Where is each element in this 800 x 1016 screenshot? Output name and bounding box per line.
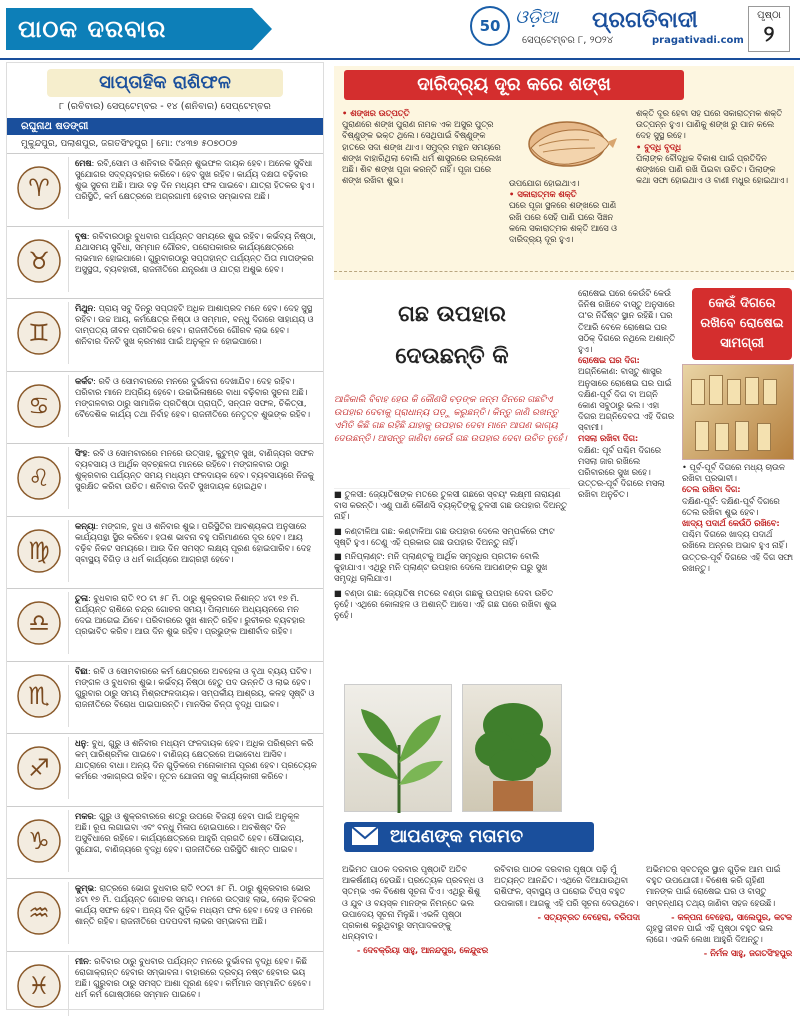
tulsi-plant-icon <box>463 685 563 813</box>
kitchen-col-1 <box>578 288 678 501</box>
sign-text: ମକର: ଗୁରୁ ଓ ଶୁକ୍ରବାରରେ ଶତ୍ରୁ ଉପରେ ବିଜୟୀ ହେବା ପାଇଁ ଅନୁକୂଳ ଅଛି। ରୂପ ଲଗାଇବା ଏବଂ ବନ୍ଧୁ ମିଳାପ ହୋଇପାରେ। ଅବଶିଷ୍ଟ ଦିନ ଅସୁବିଧାରେ ରହିବେ। କାର୍ଯ୍ୟକ୍ଷେତ୍ରରେ ଆହୁରି ପ୍ରଗତି ହେବ। ସୌଭାଗ୍ୟ, ସୁଯୋଗ, ବାଣିଜ୍ୟରେ ବୃଦ୍ଧି ହେବ। ରାଜନୀତିରେ ପରିସ୍ଥିତି ଶାନ୍ତ ପାଇବ। <box>75 810 304 854</box>
jar-icon <box>709 375 723 405</box>
kitchen-col2-text3: ପଶ୍ଚିମ ଦିଗରେ ଖାଦ୍ୟ ପଦାର୍ଥ ରଖିଲେ ଅନ୍ନର ଅଭାବ ହୁଏ ନାହିଁ। ଉତ୍ତର-ପୂର୍ବ ଦିଗରେ ଏହି ଦିଗ ସଫା ରଖନ୍ତୁ। <box>682 529 793 573</box>
aquarius-icon <box>9 882 69 944</box>
sign-name: କର୍କଟ <box>75 375 94 386</box>
sign-name: ସିଂହ <box>75 448 88 459</box>
sign-text: ଧନୁ: ବୁଧ, ଗୁରୁ ଓ ଶନିବାର ମଧ୍ୟମ ଫଳଦାୟକ ହେବ। ଅଧିକ ପରିଶ୍ରମ କରି କମ୍ ପାରିଶ୍ରମିକ ପାଇବେ। ବାଣିଜ୍ୟ କ୍ଷେତ୍ରରେ ଅଭାବୋଧ ଆସିବ। ଯାତ୍ରାରେ ବାଧା। ଅନ୍ୟ ଦିନ ଗୁଡ଼ିକରେ ମନୋକାମନା ପୂରଣ ହେବ। ପ୍ରତ୍ୟେକ କର୍ମରେ ଏକାଗ୍ରତା ରହିବ। ନୂତନ ଯୋଜନା ସବୁ କାର୍ଯ୍ୟକାରୀ କରିବେ। <box>75 738 317 782</box>
kitchen-col1-text2: ଦକ୍ଷିଣ: ପୂର୍ବ ପଶ୍ଚିମ ଦିଗରେ ମସଲା ଜାର ରଖିଲେ ପରିବାରରେ ସୁଖ ରହେ। ଉତ୍ତର-ପୂର୍ବ ଦିଗରେ ମସଲା ରଖିବା ଅନୁଚିତ। <box>578 444 665 500</box>
sign-row <box>7 662 323 735</box>
svg-text:♌: ♌ <box>27 464 50 493</box>
sign-name: ଧନୁ <box>75 738 87 749</box>
opinion-col2-text: ରବିବାର ପାଠକ ଦରବାର ପୃଷ୍ଠା ପଢ଼ି ମୁଁ ଅତ୍ୟନ୍ତ ଆନନ୍ଦିତ। ଏଥିରେ ଦିଆଯାଉଥିବା ରାଶିଫଳ, ସ୍ବାସ୍ଥ୍ୟ ଓ ଘରୋଇ ଟିପ୍ସ ବହୁତ ଉପକାରୀ। ଆଗକୁ ଏହି ପରି ସୂଚନା ଦେଉଥିବେ। <box>494 864 639 908</box>
jar-icon <box>735 421 749 451</box>
sign-name: ତୁଳା <box>75 593 88 604</box>
libra-icon <box>9 592 69 654</box>
sign-name: ମିଥୁନ <box>75 303 94 314</box>
svg-text:♑: ♑ <box>27 826 50 855</box>
paper-name-odia: ଓଡ଼ିଆ <box>515 7 559 28</box>
opinion-col3-text2: ଗୃହସ୍ଥ ଜୀବନ ପାଇଁ ଏହି ପୃଷ୍ଠା ବହୁତ ଭଲ ଲାଗେ। ଏଭଳି ଲେଖା ଆହୁରି ଦିଅନ୍ତୁ। <box>646 922 773 945</box>
sign-text: କନ୍ୟା: ମଙ୍ଗଳ, ବୁଧ ଓ ଶନିବାର ଶୁଭ। ପରିସ୍ଥିତିର ଆବଶ୍ୟକତା ଅନୁସାରେ କାର୍ଯ୍ୟପନ୍ଥା ସ୍ଥିର କରିବେ। ହତାଶ ଭାବନା ବହୁ ପରିମାଣରେ ଦୂର ହେବ। ଆୟ ବଢ଼ିବ ନିକଟ ସମୟରେ। ଆଉ ଦିନ ସମସ୍ତ ଲକ୍ଷ୍ୟ ପୂରଣ ହୋଇପାରିବ। ଦେହ ସ୍ବାସ୍ଥ୍ୟ ବିଗିଡ଼ ଓ ଧର୍ମ କାର୍ଯ୍ୟରେ ଆଗ୍ରହୀ ହେବେ। <box>75 520 312 564</box>
astrologer-address: ମୁକୁନ୍ଦପୁର, ପଲାଶପୁର, ଜଗତସିଂହପୁର | ମୋ: ୯୪୩୭ ୫୦୭୦୦୭ <box>7 135 323 154</box>
money-plant-icon <box>345 685 453 813</box>
sign-row <box>7 444 323 517</box>
shankha-col3-text: ଶକ୍ତି ଦୂର ହେବା ସହ ଘରେ ସକାରାତ୍ମକ ଶକ୍ତି ଉତ୍ପନ୍ନ ହୁଏ। ପାଣିକୁ ଶଙ୍ଖ ରୁ ପାନ କଲେ ଦେହ ସୁସ୍ଥ ରହେ। <box>636 108 783 141</box>
sign-prediction: ରବି ଓ ସୋମବାରରେ ମନରେ ଦୁର୍ଭାବନା ଦେଖାଯିବ। ଦେହ ରହିବ। ପରିବାର ମାନେ ଅପ୍ରିୟ ହେବେ। ଉଚ୍ଚାଭିଳାଷରେ ବାଧା ବଢ଼ିବାର ସୁଚନା ଅଛି। ମଙ୍ଗଳବାର ଠାରୁ ସାମାଜିକ ପ୍ରତିଷ୍ଠା ପ୍ରାପ୍ତି, ସନ୍ତାନ ସଫଳ, ଚିକିତ୍ସା, ବୈଦେଶିକ କାର୍ଯ୍ୟ ତଥା ନିର୍ବାହ ହେବ। ରାଜନୀତିରେ ନେତୃତ୍ବ ଶୁଭଙ୍କ ରହିବ। <box>75 375 310 419</box>
horoscope-title: ସାପ୍ତାହିକ ରାଶିଫଳ <box>47 69 283 97</box>
sign-prediction: ରବି,ସୋମ ଓ ଶନିବାର ବିଭିନ୍ନ ଶୁଭଫଳ ଦାୟକ ହେବ। ଅନେକ ସୁବିଧା ସୁଯୋଗର ସଦ୍ବ୍ୟବହାର କରିବେ। ହେବ ସୁଖ ରହିବ। କାର୍ଯ୍ୟ ଦକ୍ଷତା ବଢ଼ିବାର ଶୁଭ ସୁଚନା ଅଛି। ଆଉ ବଢ଼ ଦିନ ମଧ୍ୟମ ଫଳ ପାଇବେ। ଯାତ୍ରା ହିତକର ହୁଏ। ପରିସ୍ଥିତି, କର୍ମ କ୍ଷେତ୍ରରେ ଅଗ୍ରଗାମୀ ହେବାର ସମ୍ଭାବନା ଅଛି। <box>75 158 315 202</box>
sign-row <box>7 879 323 952</box>
kitchen-sub1: ରୋଷେଇ ଘର ଦିଗ: <box>578 355 640 366</box>
sign-prediction: ରବିବାରଠାରୁ ବୁଧବାର ପର୍ଯ୍ୟନ୍ତ ସମୟରେ ଶୁଭ ରହିବ। କର୍ଭବ୍ୟ ନିଷ୍ଠା, ଯଥାସମୟ ସୁବିଧା, ସମ୍ମାନ ଗୌରବ, ପରୋପକାରର କାର୍ଯ୍ୟକ୍ଷେତ୍ରରେ ଲାଭମାନ ହୋଇପାରେ। ଗୁରୁବାରଠାରୁ ସପ୍ତାହାନ୍ତ ପର୍ଯ୍ୟନ୍ତ ପିତା ମାତାଙ୍କର ଅସୁସ୍ଥତା, ବ୍ୟବହାରୀ, ରାଜନୀତିରେ ଯନ୍ତ୍ରଣା ଓ ଯାତ୍ରା ଅଶୁଭ ହେବ। <box>75 230 316 274</box>
jar-icon <box>727 379 741 405</box>
virgo-icon <box>9 520 69 582</box>
conch-shell-icon <box>509 108 619 178</box>
shankha-col1-sub: • ଶଙ୍ଖର ଉତ୍ପତ୍ତି <box>342 108 410 118</box>
kitchen-col2-text: • ପୂର୍ବ-ପୂର୍ବ ଦିଗରେ ମଧ୍ୟ ଚାଉଳ ରଖିବା ପ୍ରଭାବୀ। <box>682 462 785 484</box>
jar-icon <box>691 379 705 405</box>
jar-icon <box>763 379 777 405</box>
sign-text: ମୀନ: ରବିବାର ଠାରୁ ବୁଧବାର ପର୍ଯ୍ୟନ୍ତ ମନରେ ଦୁର୍ଭାବନା ବୃଦ୍ଧି ହେବ। କିଛି ରୋଗାକ୍ରାନ୍ତ ହେବାର ସମ୍ଭାବନା। ବାହାରରେ ଦ୍ରବ୍ୟ ନଷ୍ଟ ହେବାର ଭୟ ଅଛି। ଗୁରୁବାର ଠାରୁ ସମସ୍ତ ଆଶା ପୂରଣ ହେବ। କର୍ମିମାନ ସମ୍ମାନିତ ହେବେ। ଧର୍ମ କର୍ମ ଗୋଷ୍ଠୀରେ ସମ୍ମାନ ପାଇବେ। <box>75 955 311 999</box>
svg-text:♉: ♉ <box>27 246 50 275</box>
sign-name: କନ୍ୟା <box>75 520 96 531</box>
svg-text:♒: ♒ <box>27 899 50 928</box>
svg-text:♐: ♐ <box>27 754 50 783</box>
tulsi-plant-photo <box>462 684 562 812</box>
shankha-col2-sub: • ସକାରାତ୍ମକ ଶକ୍ତି <box>509 189 577 200</box>
sign-prediction: ରବି ଓ ସୋମବାରରେ ମନରେ ଉତ୍ସାହ, କୁଟୁମ୍ବ ସୁଖ, ବାଣିଜ୍ୟର ସଫଳ ବ୍ୟବସାୟ ଓ ଆର୍ଥିକ ସ୍ବଚ୍ଛଳତା ମାନରେ ରହିବେ। ମଙ୍ଗଳବାର ଠାରୁ ଶୁକ୍ରବାର ପର୍ଯ୍ୟନ୍ତ ସମୟ ମଧ୍ୟମ ଫଳଦାୟକ ହେବ। ବ୍ୟବସାୟରେ ନିଜକୁ ସୁରକ୍ଷିତ କରିବା ଉଚିତ। ଶନିବାର ଦିନଟି ସୁଖଦାୟକ ହୋଇଥିବ। <box>75 448 314 492</box>
sign-text: ତୁଳା: ବୁଧବାର ରାତି ୧୦ ଟା ୫୮ ମି. ଠାରୁ ଶୁକ୍ରବାର ନିଶାନ୍ତ ୪ଟା ୧୭ ମି. ପର୍ଯ୍ୟନ୍ତ ରାଶିରେ ଚନ୍ଦ୍ର ଗୋଚର ସମୟ। ପିଲାମାନେ ଅଧ୍ୟୟନରେ ମନ ଦେଇ ଆଗେଇ ଯିବେ। ପରିବାରରେ ସୁଖ ଶାନ୍ତି ରହିବ। ରୁଚୀକର ବ୍ୟବହାର ପ୍ରଭାବିତ କରିବ। ଆଉ ଦିନ ଶୁଭ ରହିବ। ପ୍ରଭୁଙ୍କ ଆଶୀର୍ବାଦ ରହିବ। <box>75 593 305 637</box>
svg-text:♓: ♓ <box>27 971 50 1000</box>
sign-text: ମିଥୁନ: ପ୍ରାୟ ସବୁ ଦିନରୁ ସପ୍ତାହଟି ଅଧିକ ଆଶାପ୍ରଦ ମନେ ହେବ। ଦେହ ସୁସ୍ଥ ରହିବ। ଉଚ୍ଚ ଆୟ, କର୍ମକ୍ଷେତ୍ର ନିଷ୍ଠା ଓ ସମ୍ମାନ, ବନ୍ଧୁ ଦିଗରେ ସାହାଯ୍ୟ ଓ ଦାମ୍ପତ୍ୟ ଜୀବନ ପ୍ରୀତିକର ହେବ। ରାଜନୀତିରେ ଗୌରବ ଲାଭ ହେବ। ଶନିବାର ଦିନଟି ସୁଖ କ୍ରମଶଃ ପାଇଁ ଅନୁକୂଳ ନ ହୋଇପାରେ। <box>75 303 314 347</box>
sign-prediction: ରବି ଓ ସୋମବାରରେ କର୍ମ କ୍ଷେତ୍ରରେ ଅବହେଳା ଓ ବୃଥା ବ୍ୟୟ ଘଟିବ। ମଙ୍ଗଳ ଓ ବୁଧବାର ଶୁଭ। କର୍ଭବ୍ୟ ନିଷ୍ଠା ହେତୁ ପଦ ଉନ୍ନତି ଓ ଲାଭ ହେବ। ଗୁରୁବାର ଠାରୁ ସମୟ ମିଶ୍ରଫଳଦାୟକ। ସମ୍ପର୍କୀୟ ଆଶ୍ରୟ, କଳହ ସୃଷ୍ଟି ଓ ରାଜନୀତିରେ ବିରୋଧ ପାଇପାରନ୍ତି। ମାନସିକ ଚିନ୍ତା ବୃଦ୍ଧି ପାଇବ। <box>75 665 315 709</box>
section-title: ପାଠକ ଦରବାର <box>6 8 252 50</box>
sign-row <box>7 227 323 300</box>
mail-icon <box>350 824 380 848</box>
pisces-icon <box>9 955 69 1016</box>
svg-text:♊: ♊ <box>27 319 50 348</box>
sign-text: ସିଂହ: ରବି ଓ ସୋମବାରରେ ମନରେ ଉତ୍ସାହ, କୁଟୁମ୍ବ ସୁଖ, ବାଣିଜ୍ୟର ସଫଳ ବ୍ୟବସାୟ ଓ ଆର୍ଥିକ ସ୍ବଚ୍ଛଳତା ମାନରେ ରହିବେ। ମଙ୍ଗଳବାର ଠାରୁ ଶୁକ୍ରବାର ପର୍ଯ୍ୟନ୍ତ ସମୟ ମଧ୍ୟମ ଫଳଦାୟକ ହେବ। ବ୍ୟବସାୟରେ ନିଜକୁ ସୁରକ୍ଷିତ କରିବା ଉଚିତ। ଶନିବାର ଦିନଟି ସୁଖଦାୟକ ହୋଇଥିବ। <box>75 448 314 492</box>
opinion-col-3 <box>646 864 792 960</box>
gemini-icon <box>9 302 69 364</box>
shankha-col2-text2: ଘରେ ପୂଜା ସ୍ଥଳରେ ଶଙ୍ଖରେ ପାଣି ରଖି ପରେ ସେହି ପାଣି ଘରେ ସିଞ୍ଚନ କଲେ ସକାରାତ୍ମକ ଶକ୍ତି ଆସେ ଓ ଦାରିଦ୍ର୍ୟ ଦୂର ହୁଏ। <box>509 200 617 244</box>
sign-name: ମୀନ <box>75 955 89 966</box>
leo-icon <box>9 447 69 509</box>
sign-row <box>7 154 323 227</box>
cancer-icon <box>9 375 69 437</box>
sign-prediction: ମଙ୍ଗଳ, ବୁଧ ଓ ଶନିବାର ଶୁଭ। ପରିସ୍ଥିତିର ଆବଶ୍ୟକତା ଅନୁସାରେ କାର୍ଯ୍ୟପନ୍ଥା ସ୍ଥିର କରିବେ। ହତାଶ ଭାବନା ବହୁ ପରିମାଣରେ ଦୂର ହେବ। ଆୟ ବଢ଼ିବ ନିକଟ ସମୟରେ। ଆଉ ଦିନ ସମସ୍ତ ଲକ୍ଷ୍ୟ ପୂରଣ ହୋଇପାରିବ। ଦେହ ସ୍ବାସ୍ଥ୍ୟ ବିଗିଡ଼ ଓ ଧର୍ମ କାର୍ଯ୍ୟରେ ଆଗ୍ରହୀ ହେବେ। <box>75 520 312 564</box>
taurus-icon <box>9 230 69 292</box>
issue-date: ସେପ୍ଟେମ୍ବର ୮, ୨୦୨୪ <box>522 35 614 46</box>
opinion-col-1 <box>342 864 488 957</box>
gifts-paragraph: ■ କଣ୍ଟାଳିଆ ଗଛ: କଣ୍ଟାଳିଆ ଗଛ ଉପହାର ଦେଲେ ସମ୍ପର୍କରେ ଫାଟ ସୃଷ୍ଟି ହୁଏ। ତେଣୁ ଏହି ପ୍ରକାର ଗଛ ଉପହାର ଦିଅନ୍ତୁ ନାହିଁ। <box>334 525 555 547</box>
paper-name: ପ୍ରଗତିବାଦୀ <box>592 8 698 33</box>
sign-prediction: ବୁଧ, ଗୁରୁ ଓ ଶନିବାର ମଧ୍ୟମ ଫଳଦାୟକ ହେବ। ଅଧିକ ପରିଶ୍ରମ କରି କମ୍ ପାରିଶ୍ରମିକ ପାଇବେ। ବାଣିଜ୍ୟ କ୍ଷେତ୍ରରେ ଅଭାବୋଧ ଆସିବ। ଯାତ୍ରାରେ ବାଧା। ଅନ୍ୟ ଦିନ ଗୁଡ଼ିକରେ ମନୋକାମନା ପୂରଣ ହେବ। ପ୍ରତ୍ୟେକ କର୍ମରେ ଏକାଗ୍ରତା ରହିବ। ନୂତନ ଯୋଜନା ସବୁ କାର୍ଯ୍ୟକାରୀ କରିବେ। <box>75 738 317 782</box>
gifts-paragraph: ■ ତୁଳସୀ: ଜ୍ୟୋତିଷଙ୍କ ମତରେ ତୁଳସୀ ଗଛରେ ସ୍ବୟଂ ଲକ୍ଷ୍ମୀ ନାରାୟଣ ବାସ କରନ୍ତି। ଏଣୁ ପାଣି କୌଣସି ବ୍ୟକ୍ତିଙ୍କୁ ତୁଳସୀ ଗଛ ଉପହାର ଦିଅନ୍ତୁ ନାହିଁ। <box>334 489 567 522</box>
jar-icon <box>695 421 709 451</box>
svg-text:♋: ♋ <box>27 391 50 420</box>
sign-row <box>7 734 323 807</box>
kitchen-sub2: ମସଲା ରଖିବା ଦିଗ: <box>578 433 639 444</box>
svg-text:♏: ♏ <box>27 681 50 710</box>
kitchen-sub3: ତେଲ ରଖିବା ଦିଗ: <box>682 484 741 495</box>
sign-name: ମକର <box>75 810 94 821</box>
sign-prediction: ବୁଧବାର ରାତି ୧୦ ଟା ୫୮ ମି. ଠାରୁ ଶୁକ୍ରବାର ନିଶାନ୍ତ ୪ଟା ୧୭ ମି. ପର୍ଯ୍ୟନ୍ତ ରାଶିରେ ଚନ୍ଦ୍ର ଗୋଚର ସମୟ। ପିଲାମାନେ ଅଧ୍ୟୟନରେ ମନ ଦେଇ ଆଗେଇ ଯିବେ। ପରିବାରରେ ସୁଖ ଶାନ୍ତି ରହିବ। ରୁଚୀକର ବ୍ୟବହାର ପ୍ରଭାବିତ କରିବ। ଆଉ ଦିନ ଶୁଭ ରହିବ। ପ୍ରଭୁଙ୍କ ଆଶୀର୍ବାଦ ରହିବ। <box>75 593 305 637</box>
sign-row <box>7 517 323 590</box>
gifts-paragraph: ■ ବଣ୍ଡା ଗଛ: ଜ୍ୟୋତିଷ ମତରେ ବଣ୍ଡା ଗଛକୁ ଉପହାର ଦେବା ଉଚିତ ନୁହେଁ। ଏଥିରେ କୋଳାହଳ ଓ ଅଶାନ୍ତି ଆସେ। ଏହି ଗଛ ଘରେ ରଖିବା ଶୁଭ ନୁହେଁ। <box>334 587 557 620</box>
shankha-col3-sub: • ବୁଦ୍ଧି ବୃଦ୍ଧି <box>636 141 682 152</box>
opinion-col-2 <box>494 864 640 923</box>
opinion-title: ଆପଣଙ୍କ ମତାମତ <box>344 822 594 852</box>
sign-text: ବିଛା: ରବି ଓ ସୋମବାରରେ କର୍ମ କ୍ଷେତ୍ରରେ ଅବହେଳା ଓ ବୃଥା ବ୍ୟୟ ଘଟିବ। ମଙ୍ଗଳ ଓ ବୁଧବାର ଶୁଭ। କର୍ଭବ୍ୟ ନିଷ୍ଠା ହେତୁ ପଦ ଉନ୍ନତି ଓ ଲାଭ ହେବ। ଗୁରୁବାର ଠାରୁ ସମୟ ମିଶ୍ରଫଳଦାୟକ। ସମ୍ପର୍କୀୟ ଆଶ୍ରୟ, କଳହ ସୃଷ୍ଟି ଓ ରାଜନୀତିରେ ବିରୋଧ ପାଇପାରନ୍ତି। ମାନସିକ ଚିନ୍ତା ବୃଦ୍ଧି ପାଇବ। <box>75 665 315 709</box>
scorpio-icon <box>9 665 69 727</box>
anniversary-logo: 50 <box>470 6 510 46</box>
kitchen-shelf-photo <box>682 364 794 460</box>
opinion-col3-text: ଅଭିମତର ସ୍ବତନ୍ତ୍ର ସ୍ଥାନ ଗୁଡ଼ିକ ଆମ ପାଇଁ ବହୁତ ଉପଯୋଗୀ। ବିଶେଷ କରି ଗୃହିଣୀ ମାନଙ୍କ ପାଇଁ ରୋଷେଇ ଘର ଓ ବାସ୍ତୁ ସମ୍ବନ୍ଧୀୟ ତଥ୍ୟ ଜାଣିବା ସହଜ ହେଉଛି। <box>646 864 781 908</box>
shankha-col-1 <box>342 108 504 268</box>
gifts-title-box <box>334 294 570 396</box>
opinion-col1-sig: - ଦେବକ୍ରିୟା ସାହୁ, ଆନନ୍ଦପୁର, କେନ୍ଦୁଝର <box>356 945 488 956</box>
kitchen-col-2 <box>682 462 794 574</box>
svg-text:♎: ♎ <box>27 609 50 638</box>
gifts-title-line1: ଗଛ ଉପହାର <box>398 302 506 327</box>
horoscope-column <box>6 62 324 1010</box>
jar-icon <box>715 423 729 451</box>
sign-row <box>7 299 323 372</box>
money-plant-photo <box>344 684 452 812</box>
sign-row <box>7 372 323 445</box>
sign-list <box>7 154 323 1016</box>
sign-text: ବୃଷ: ରବିବାରଠାରୁ ବୁଧବାର ପର୍ଯ୍ୟନ୍ତ ସମୟରେ ଶୁଭ ରହିବ। କର୍ଭବ୍ୟ ନିଷ୍ଠା, ଯଥାସମୟ ସୁବିଧା, ସମ୍ମାନ ଗୌରବ, ପରୋପକାରର କାର୍ଯ୍ୟକ୍ଷେତ୍ରରେ ଲାଭମାନ ହୋଇପାରେ। ଗୁରୁବାରଠାରୁ ସପ୍ତାହାନ୍ତ ପର୍ଯ୍ୟନ୍ତ ପିତା ମାତାଙ୍କର ଅସୁସ୍ଥତା, ବ୍ୟବହାରୀ, ରାଜନୀତିରେ ଯନ୍ତ୍ରଣା ଓ ଯାତ୍ରା ଅଶୁଭ ହେବ। <box>75 230 316 274</box>
gifts-title-line2: ଦେଉଛନ୍ତି କି <box>395 344 509 369</box>
sign-row <box>7 807 323 880</box>
capricorn-icon <box>9 810 69 872</box>
sign-row <box>7 589 323 662</box>
kitchen-col2-text2: ଦକ୍ଷିଣ-ପୂର୍ବ: ଦକ୍ଷିଣ-ପୂର୍ବ ଦିଗରେ ତେଲ ରଖିବା ଶୁଭ ହେବ। <box>682 495 780 517</box>
kitchen-badge: କେଉଁ ଦିଗରେ ରଖିବେ ରୋଷେଇ ସାମଗ୍ରୀ <box>692 288 792 360</box>
kitchen-intro: ରୋଷେଇ ଘରେ କେଉଁଟି କେଉଁ ଜିନିଷ ରଖିବେ ବାସ୍ତୁ ଅନୁସାରେ ତା'ର ନିର୍ଦ୍ଦିଷ୍ଟ ସ୍ଥାନ ରହିଛି। ଘର ତିଆରି ବେଳେ ରୋଷେଇ ଘର ସଠିକ୍ ଦିଗରେ ନଥିଲେ ଅଶାନ୍ତି ହୁଏ। <box>578 288 676 354</box>
aries-icon <box>9 157 69 219</box>
sign-text: ମେଷ: ରବି,ସୋମ ଓ ଶନିବାର ବିଭିନ୍ନ ଶୁଭଫଳ ଦାୟକ ହେବ। ଅନେକ ସୁବିଧା ସୁଯୋଗର ସଦ୍ବ୍ୟବହାର କରିବେ। ହେବ ସୁଖ ରହିବ। କାର୍ଯ୍ୟ ଦକ୍ଷତା ବଢ଼ିବାର ଶୁଭ ସୁଚନା ଅଛି। ଆଉ ବଢ଼ ଦିନ ମଧ୍ୟମ ଫଳ ପାଇବେ। ଯାତ୍ରା ହିତକର ହୁଏ। ପରିସ୍ଥିତି, କର୍ମ କ୍ଷେତ୍ରରେ ଅଗ୍ରଗାମୀ ହେବାର ସମ୍ଭାବନା ଅଛି। <box>75 158 315 202</box>
sign-name: ବିଛା <box>75 665 88 676</box>
gifts-intro: ଆଜିକାଲି ବିବାହ ହେଉ କି କୌଣସି ବଡ଼ଙ୍କ ଜନ୍ମ ଦିନରେ ଗଛଟିଏ ଉପହାର ଦେବାକୁ ପ୍ରାଧାନ୍ୟ ପଡ଼ୁ କରୁଛନ୍ତି। କିନ୍ତୁ ଜାଣି ରଖନ୍ତୁ ଏମିତି କିଛି ଗଛ ରହିଛି ଯାହାକୁ ଉପହାର ଦେବା ମାନେ ଆପଣ ଭାଗ୍ୟ ଦେଉଛନ୍ତି। ଆସନ୍ତୁ ଜାଣିବା କେଉଁ ଗଛ ଉପହାର ଦେବା ଉଚିତ ନୁହେଁ। <box>334 395 567 445</box>
opinion-col1-text: ଅଭିମତ ପାଠକ ଦରବାର ପୃଷ୍ଠାଟି ଅତିବ ଆକର୍ଷଣୀୟ ହେଉଛି। ପ୍ରତ୍ୟେକ ପ୍ରବନ୍ଧ ଓ ସ୍ତମ୍ଭ ଏକ ବିଶେଷ ସୂଚନା ଦିଏ। ଏଥିରୁ ଶିଶୁ ଓ ଯୁବ ଓ ବୟସ୍କ ମାନଙ୍କ ନିମନ୍ତେ ଭଲ ଉପାଦେୟ ସୂଚନା ମିଳୁଛି। ଏଭଳି ପୃଷ୍ଠା ପ୍ରକାଶ କରୁଥିବାରୁ ସମ୍ପାଦକଙ୍କୁ ଧନ୍ୟବାଦ। <box>342 864 484 942</box>
page-number-box <box>748 6 790 52</box>
opinion-col3-sig2: - ନିର୍ମଳ ସାହୁ, ଜଗତସିଂହପୁର <box>703 948 792 959</box>
sign-prediction: ରବିବାର ଠାରୁ ବୁଧବାର ପର୍ଯ୍ୟନ୍ତ ମନରେ ଦୁର୍ଭାବନା ବୃଦ୍ଧି ହେବ। କିଛି ରୋଗାକ୍ରାନ୍ତ ହେବାର ସମ୍ଭାବନା। ବାହାରରେ ଦ୍ରବ୍ୟ ନଷ୍ଟ ହେବାର ଭୟ ଅଛି। ଗୁରୁବାର ଠାରୁ ସମସ୍ତ ଆଶା ପୂରଣ ହେବ। କର୍ମିମାନ ସମ୍ମାନିତ ହେବେ। ଧର୍ମ କର୍ମ ଗୋଷ୍ଠୀରେ ସମ୍ମାନ ପାଇବେ। <box>75 955 311 999</box>
sign-prediction: ରାତ୍ରରେ ଭୋଗ ବୁଧବାର ରାତି ୧୦ଟା ୫୮ ମି. ଠାରୁ ଶୁକ୍ରବାର ଭୋର ୪ଟା ୧୭ ମି. ପର୍ଯ୍ୟନ୍ତ ଗୋଚର ସମୟ। ମନରେ ଉତ୍ସାହ ଲାଭ, ଲୋକ ହିତକର କାର୍ଯ୍ୟ ସଫଳ ହେବ। ଅନ୍ୟ ଦିନ ଗୁଡ଼ିକ ମଧ୍ୟମ ଫଳ ହେବ। ଦେହ ଓ ମନରେ ଶାନ୍ତି ରହିବ। ରାଜନୀତିରେ ପଦପଦବୀ ଲାଭର ସମ୍ଭାବନା ଅଛି। <box>75 883 316 927</box>
shankha-col-3 <box>636 108 788 268</box>
sign-name: ମେଷ <box>75 158 92 169</box>
jar-icon <box>745 377 759 405</box>
shankha-headline: ଦାରିଦ୍ର୍ୟ ଦୂର କରେ ଶଙ୍ଖ <box>344 70 684 100</box>
sign-text: କର୍କଟ: ରବି ଓ ସୋମବାରରେ ମନରେ ଦୁର୍ଭାବନା ଦେଖାଯିବ। ଦେହ ରହିବ। ପରିବାର ମାନେ ଅପ୍ରିୟ ହେବେ। ଉଚ୍ଚାଭିଳାଷରେ ବାଧା ବଢ଼ିବାର ସୁଚନା ଅଛି। ମଙ୍ଗଳବାର ଠାରୁ ସାମାଜିକ ପ୍ରତିଷ୍ଠା ପ୍ରାପ୍ତି, ସନ୍ତାନ ସଫଳ, ଚିକିତ୍ସା, ବୈଦେଶିକ କାର୍ଯ୍ୟ ତଥା ନିର୍ବାହ ହେବ। ରାଜନୀତିରେ ନେତୃତ୍ବ ଶୁଭଙ୍କ ରହିବ। <box>75 375 310 419</box>
paper-url[interactable]: pragativadi.com <box>652 35 744 46</box>
page-number: ୨ <box>763 21 775 47</box>
astrologer-name: ରଘୁନାଥ ଷଡଙ୍ଗୀ <box>7 118 323 136</box>
horoscope-dates: ୮ (ରବିବାର) ସେପ୍ଟେମ୍ବର - ୧୪ (ଶନିବାର) ସେପ୍ଟେମ୍ବର <box>59 101 271 112</box>
shankha-col1-text: ପୁରାଣରେ ଶଙ୍ଖ ପୁରାଣ ନାମକ ଏକ ଅସୁର ପୁତ୍ର ବିଷ୍ଣୁଙ୍କ ଭକ୍ତ ଥିଲେ। ସେଥିପାଇଁ ବିଷ୍ଣୁଙ୍କ ହାତରେ ସଦା ଶଙ୍ଖ ଥାଏ। ସମୁଦ୍ର ମନ୍ଥନ ସମୟରେ ଶଙ୍ଖ ବାହାରିଥିଲା ବୋଲି ଧର୍ମ ଶାସ୍ତ୍ରରେ ଉଲ୍ଲେଖ ଅଛି। ଶିବ ଶଙ୍ଖ ପୂଜା କରନ୍ତି ନାହିଁ। ପୂଜା ଘରେ ଶଙ୍ଖ ରଖିବା ଶୁଭ। <box>342 119 502 186</box>
kitchen-col1-text: ଅଗ୍ନିକୋଣ: ବାସ୍ତୁ ଶାସ୍ତ୍ର ଅନୁସାରେ ରୋଷେଇ ଘର ପାଇଁ ଦକ୍ଷିଣ-ପୂର୍ବ ଦିଗ ବା ଅଗ୍ନି କୋଣ ସବୁଠାରୁ ଭଲ। ଏହା ଦିଗର ଅଗ୍ନିଦେବତା ଏହି ଦିଗର ସ୍ବାମୀ। <box>578 366 675 433</box>
sagittarius-icon <box>9 737 69 799</box>
jar-icon <box>757 423 771 451</box>
sign-prediction: ପ୍ରାୟ ସବୁ ଦିନରୁ ସପ୍ତାହଟି ଅଧିକ ଆଶାପ୍ରଦ ମନେ ହେବ। ଦେହ ସୁସ୍ଥ ରହିବ। ଉଚ୍ଚ ଆୟ, କର୍ମକ୍ଷେତ୍ର ନିଷ୍ଠା ଓ ସମ୍ମାନ, ବନ୍ଧୁ ଦିଗରେ ସାହାଯ୍ୟ ଓ ଦାମ୍ପତ୍ୟ ଜୀବନ ପ୍ରୀତିକର ହେବ। ରାଜନୀତିରେ ଗୌରବ ଲାଭ ହେବ। ଶନିବାର ଦିନଟି ସୁଖ କ୍ରମଶଃ ପାଇଁ ଅନୁକୂଳ ନ ହୋଇପାରେ। <box>75 303 314 347</box>
shankha-article <box>334 66 794 280</box>
masthead <box>0 0 800 58</box>
svg-text:♈: ♈ <box>27 174 50 203</box>
opinion-section <box>334 814 794 1016</box>
sign-name: ବୃଷ <box>75 230 87 241</box>
shankha-border <box>334 271 794 279</box>
shankha-col3-text2: ପିଲାଙ୍କ ବୌଦ୍ଧିକ ବିକାଶ ପାଇଁ ପ୍ରତିଦିନ ଶଙ୍ଖରେ ପାଣି ରଖି ପିଇବା ଉଚିତ। ପିଲାଙ୍କ କଥା ସଫା ହୋଇଥାଏ ଓ ବାଣୀ ମଧୁର ହୋଇଥାଏ। <box>636 152 788 186</box>
sign-row <box>7 952 323 1016</box>
sign-prediction: ଗୁରୁ ଓ ଶୁକ୍ରବାରରେ ଶତ୍ରୁ ଉପରେ ବିଜୟୀ ହେବା ପାଇଁ ଅନୁକୂଳ ଅଛି। ରୂପ ଲଗାଇବା ଏବଂ ବନ୍ଧୁ ମିଳାପ ହୋଇପାରେ। ଅବଶିଷ୍ଟ ଦିନ ଅସୁବିଧାରେ ରହିବେ। କାର୍ଯ୍ୟକ୍ଷେତ୍ରରେ ଆହୁରି ପ୍ରଗତି ହେବ। ସୌଭାଗ୍ୟ, ସୁଯୋଗ, ବାଣିଜ୍ୟରେ ବୃଦ୍ଧି ହେବ। ରାଜନୀତିରେ ପରିସ୍ଥିତି ଶାନ୍ତ ପାଇବ। <box>75 810 304 854</box>
gifts-paragraph: ■ ମନିପ୍ଲାଣ୍ଟ: ମନି ପ୍ଲାଣ୍ଟକୁ ଆର୍ଥିକ ସମୃଦ୍ଧିର ପ୍ରତୀକ ବୋଲି କୁହାଯାଏ। ଏଥିରୁ ମନି ପ୍ଲାଣ୍ଟ ଉପହାର ଦେଲେ ଆପଣଙ୍କ ଘରୁ ସୁଖ ସମୃଦ୍ଧି ଚାଲିଯାଏ। <box>334 550 548 584</box>
gifts-body <box>334 488 570 624</box>
shankha-col-2 <box>509 178 629 268</box>
sign-name: କୁମ୍ଭ <box>75 883 94 894</box>
kitchen-sub4: ଖାଦ୍ୟ ପଦାର୍ଥ କେଉଁଠି ରଖିବେ: <box>682 517 780 528</box>
page-label: ପୃଷ୍ଠା <box>757 10 781 21</box>
svg-text:♍: ♍ <box>27 536 50 565</box>
opinion-col2-sig: - ସତ୍ୟବ୍ରତ ବେହେରା, ବରିପଦା <box>537 911 640 922</box>
shankha-col2-text: ଉପଯୋଗ ହୋଇଥାଏ। <box>509 178 580 188</box>
opinion-col3-sig1: - କଳ୍ପନା ବେହେରା, ସାଲେପୁର, କଟକ <box>671 911 792 922</box>
sign-text: କୁମ୍ଭ: ରାତ୍ରରେ ଭୋଗ ବୁଧବାର ରାତି ୧୦ଟା ୫୮ ମି. ଠାରୁ ଶୁକ୍ରବାର ଭୋର ୪ଟା ୧୭ ମି. ପର୍ଯ୍ୟନ୍ତ ଗୋଚର ସମୟ। ମନରେ ଉତ୍ସାହ ଲାଭ, ଲୋକ ହିତକର କାର୍ଯ୍ୟ ସଫଳ ହେବ। ଅନ୍ୟ ଦିନ ଗୁଡ଼ିକ ମଧ୍ୟମ ଫଳ ହେବ। ଦେହ ଓ ମନରେ ଶାନ୍ତି ରହିବ। ରାଜନୀତିରେ ପଦପଦବୀ ଲାଭର ସମ୍ଭାବନା ଅଛି। <box>75 883 316 927</box>
top-rule <box>0 58 800 60</box>
